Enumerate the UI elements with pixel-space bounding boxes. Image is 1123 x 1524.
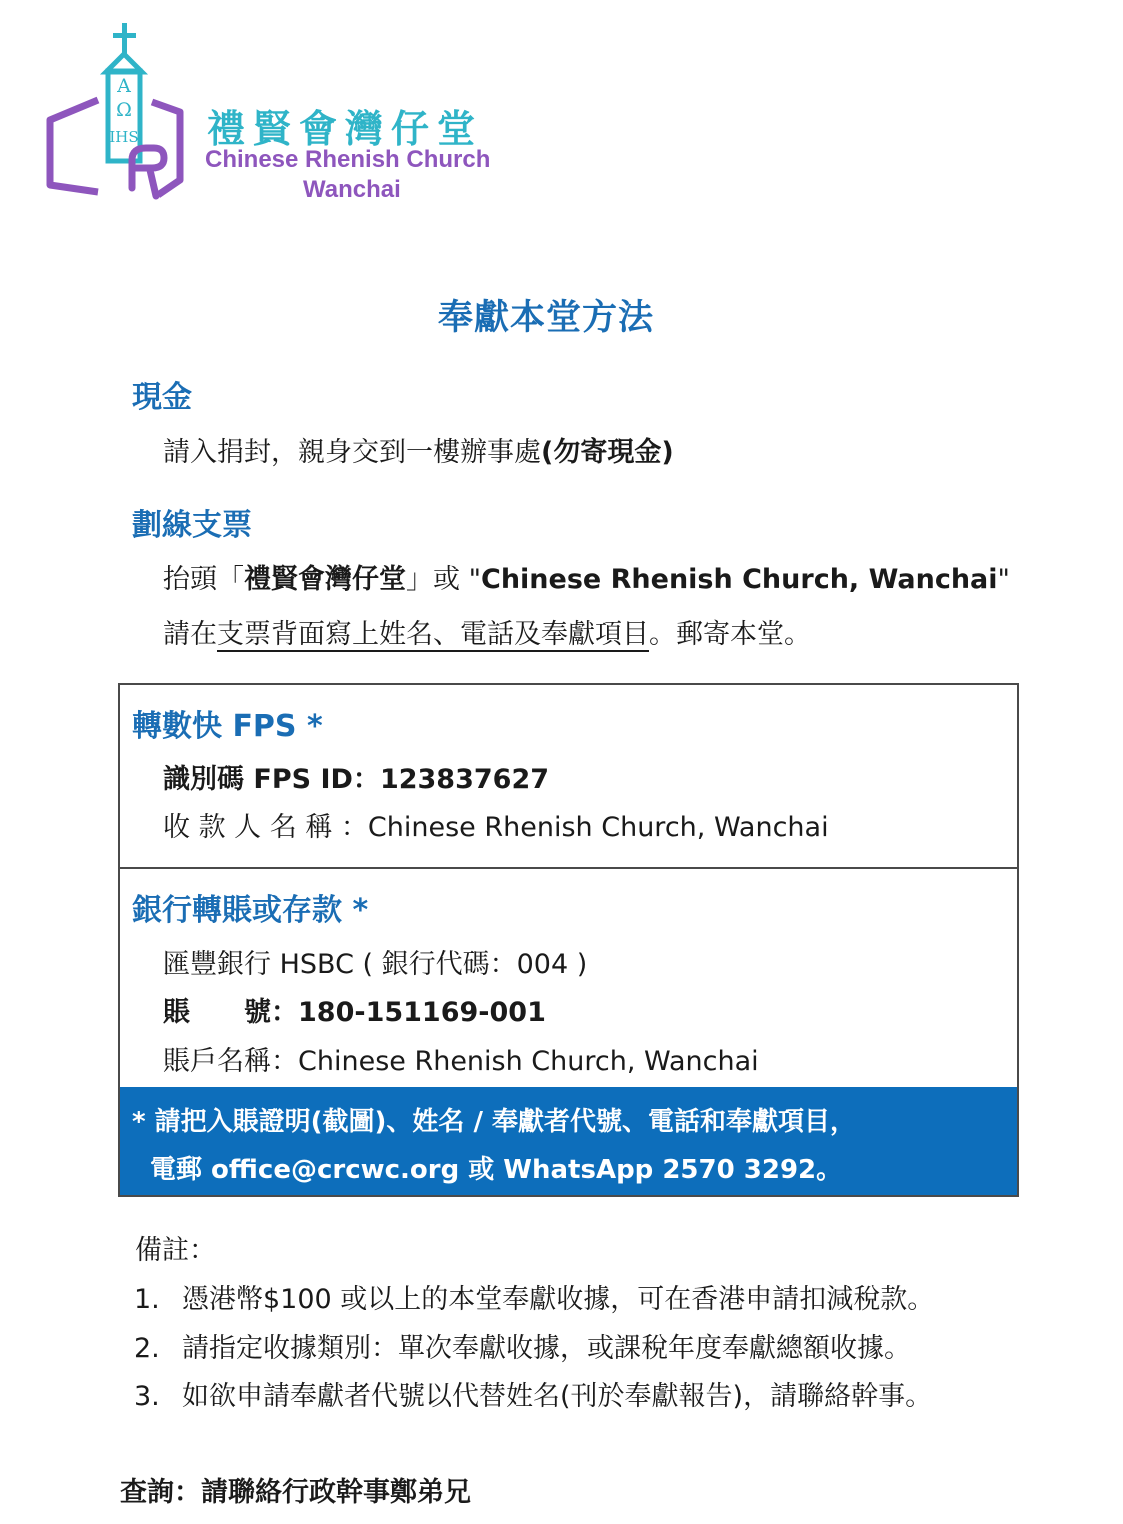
cheque-payee-line [163,557,1010,596]
notes-heading: 備註： [135,1235,216,1266]
cash-warning: (勿寄現金) [541,437,674,468]
bank-account-number: 180-151169-001 [298,997,546,1028]
bank-account-name-value: Chinese Rhenish Church, Wanchai [298,1046,759,1077]
fps-id-value: 123837627 [379,764,550,795]
cheque-payee-or: 」或 " [406,564,482,595]
fps-id-line [163,757,549,796]
logo-name-english-line2: Wanchai [303,176,401,203]
note-text: 如欲申請奉獻者代號以代替姓名(刊於奉獻報告)，請聯絡幹事。 [182,1381,933,1412]
cheque-payee-en: Chinese Rhenish Church, Wanchai [481,564,998,595]
bank-account-line [163,990,546,1029]
cash-instruction-text: 請入捐封，親身交到一樓辦事處 [163,437,541,468]
fps-heading: 轉數快 FPS * [132,709,323,744]
note-text: 請指定收據類別：單次奉獻收據，或課稅年度奉獻總額收據。 [182,1333,911,1364]
cheque-payee-prefix: 抬頭「 [163,564,244,595]
note-item [134,1374,932,1413]
bank-account-name-label: 賬戶名稱： [163,1046,298,1077]
bank-transfer-box [118,867,1019,1197]
bank-name-line: 匯豐銀行 HSBC ( 銀行代碼：004 ) [163,949,588,980]
svg-text:A: A [117,75,131,97]
note-text: 憑港幣$100 或以上的本堂奉獻收據，可在香港申請扣減稅款。 [182,1284,935,1315]
cheque-instruction-line [163,612,811,651]
note-number: 2. [134,1333,160,1364]
cheque-instruction-suffix: 。郵寄本堂。 [649,619,811,650]
note-item [134,1326,911,1365]
note-number: 1. [134,1284,160,1315]
logo-name-chinese: 禮賢會灣仔堂 [207,107,484,151]
fps-payee-line [163,805,829,844]
fps-payee-label: 收 款 人 名 稱 ： [163,812,368,843]
page-title: 奉獻本堂方法 [437,298,654,338]
bank-heading: 銀行轉賬或存款 * [132,893,369,928]
note-item [134,1277,934,1316]
proof-notice-line1: * 請把入賬證明(截圖)、姓名 / 奉獻者代號、電話和奉獻項目， [132,1107,857,1137]
svg-text:Ω: Ω [116,99,132,121]
cheque-heading: 劃線支票 [132,508,252,543]
fps-id-label: 識別碼 FPS ID： [163,764,380,795]
cheque-instruction-prefix: 請在 [163,619,217,650]
contact-line: 查詢：請聯絡行政幹事鄭弟兄 [120,1477,471,1508]
cheque-payee-quote: " [997,564,1010,595]
cash-heading: 現金 [132,380,192,415]
fps-payee-value: Chinese Rhenish Church, Wanchai [367,812,829,843]
proof-notice-bar [120,1087,1017,1195]
cheque-instruction-underlined: 支票背面寫上姓名、電話及奉獻項目 [217,619,649,650]
cash-instruction [163,430,674,469]
bank-account-name-line [163,1039,759,1078]
bank-account-label: 賬 號： [163,997,298,1028]
proof-notice-line2: 電郵 office@crcwc.org 或 WhatsApp 2570 3292。 [150,1155,843,1185]
cheque-payee-zh: 禮賢會灣仔堂 [244,564,406,595]
svg-text:IHS: IHS [109,128,139,146]
note-number: 3. [134,1381,160,1412]
logo-name-english: Chinese Rhenish Church [205,146,491,173]
fps-box [118,683,1019,869]
